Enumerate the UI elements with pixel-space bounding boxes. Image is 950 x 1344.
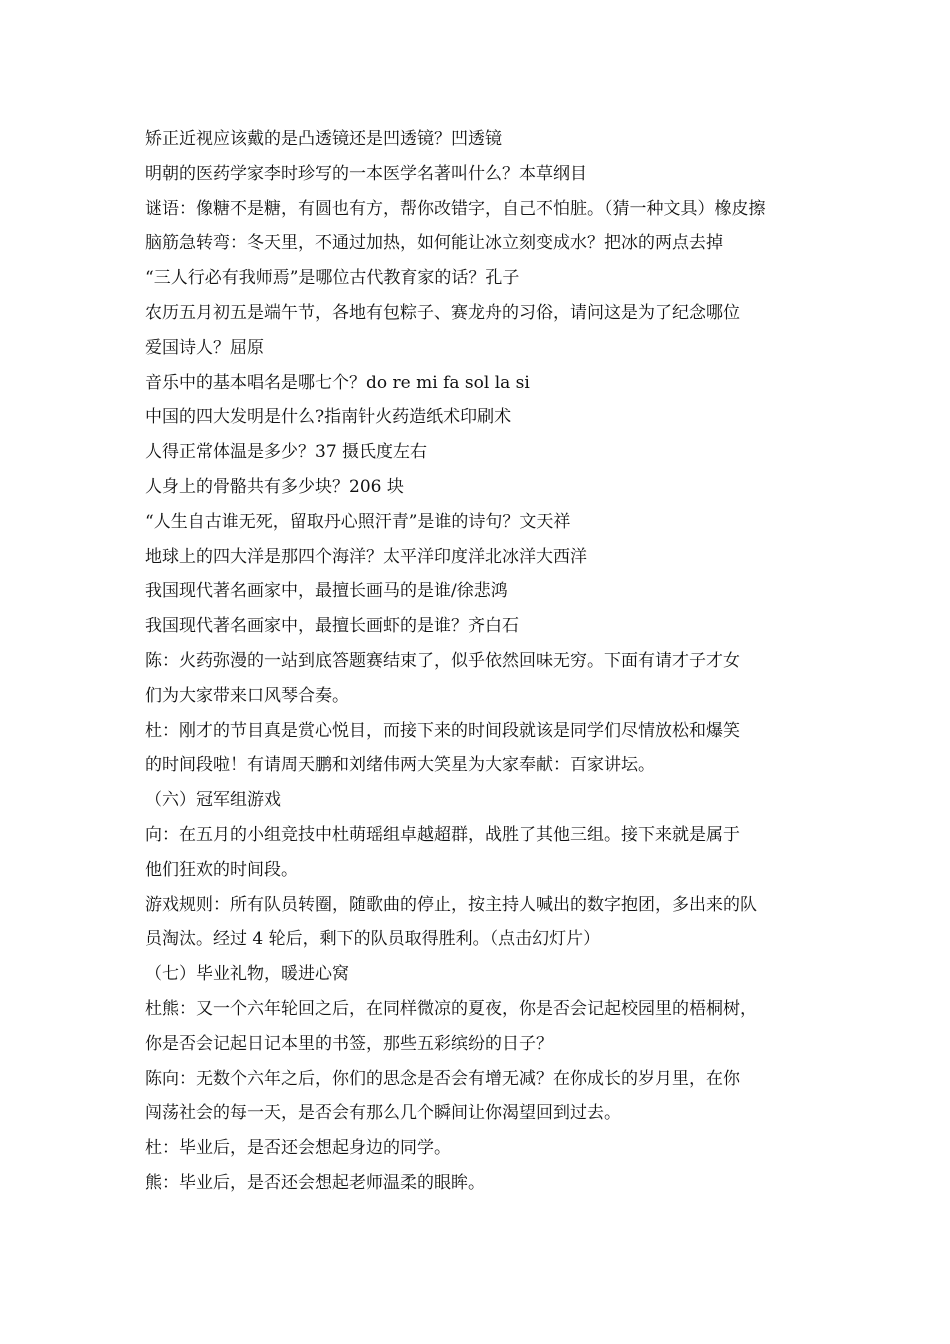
text-line: 向：在五月的小组竞技中杜萌瑶组卓越超群，战胜了其他三组。接下来就是属于: [145, 824, 740, 845]
text-line: 闯荡社会的每一天，是否会有那么几个瞬间让你渴望回到过去。: [145, 1103, 621, 1124]
section-heading: （七）毕业礼物，暖进心窝: [145, 964, 349, 985]
text-line: “人生自古谁无死，留取丹心照汗青”是谁的诗句？文天祥: [145, 511, 571, 532]
text-line: 农历五月初五是端午节，各地有包粽子、赛龙舟的习俗，请问这是为了纪念哪位: [145, 302, 740, 323]
text-line: 的时间段啦！有请周天鹏和刘绪伟两大笑星为大家奉献：百家讲坛。: [145, 755, 655, 776]
document-body: [145, 122, 825, 1201]
text-line: “三人行必有我师焉”是哪位古代教育家的话？孔子: [145, 268, 520, 289]
text-line: 人身上的骨骼共有多少块？206 块: [145, 476, 404, 497]
text-line: 陈：火药弥漫的一站到底答题赛结束了，似乎依然回味无穷。下面有请才子才女: [145, 650, 740, 671]
text-line: 明朝的医药学家李时珍写的一本医学名著叫什么？本草纲目: [145, 163, 587, 184]
text-line: 矫正近视应该戴的是凸透镜还是凹透镜？凹透镜: [145, 129, 502, 149]
text-line: 谜语：像糖不是糖，有圆也有方，帮你改错字，自己不怕脏。（猜一种文具）橡皮擦: [145, 198, 766, 219]
text-line: 音乐中的基本唱名是哪七个？do re mi fa sol la si: [145, 372, 530, 393]
text-line: 你是否会记起日记本里的书签，那些五彩缤纷的日子？: [145, 1033, 553, 1054]
text-line: 杜：刚才的节目真是赏心悦目，而接下来的时间段就该是同学们尽情放松和爆笑: [145, 720, 740, 741]
text-line: 人得正常体温是多少？37 摄氏度左右: [145, 442, 428, 463]
text-line: 中国的四大发明是什么?指南针火药造纸术印刷术: [145, 407, 512, 428]
text-line: 他们狂欢的时间段。: [145, 859, 298, 880]
text-line: 员淘汰。经过 4 轮后，剩下的队员取得胜利。（点击幻灯片）: [145, 929, 601, 950]
text-line: 杜熊：又一个六年轮回之后，在同样微凉的夏夜，你是否会记起校园里的梧桐树，: [145, 998, 757, 1019]
text-line: 陈向：无数个六年之后，你们的思念是否会有增无减？在你成长的岁月里，在你: [145, 1068, 740, 1089]
text-line: 爱国诗人？屈原: [145, 337, 264, 358]
text-line: 杜：毕业后，是否还会想起身边的同学。: [145, 1138, 451, 1159]
text-line: 地球上的四大洋是那四个海洋？太平洋印度洋北冰洋大西洋: [145, 546, 587, 567]
text-line: 熊：毕业后，是否还会想起老师温柔的眼眸。: [145, 1172, 485, 1193]
text-line: 脑筋急转弯：冬天里，不通过加热，如何能让冰立刻变成水？把冰的两点去掉: [145, 233, 723, 254]
text-line: 我国现代著名画家中，最擅长画虾的是谁？齐白石: [145, 616, 519, 637]
section-heading: （六）冠军组游戏: [145, 790, 281, 811]
text-line: 我国现代著名画家中，最擅长画马的是谁/徐悲鸿: [145, 581, 508, 602]
text-line: 们为大家带来口风琴合奏。: [145, 685, 349, 706]
text-line: 游戏规则：所有队员转圈，随歌曲的停止，按主持人喊出的数字抱团，多出来的队: [145, 894, 757, 915]
